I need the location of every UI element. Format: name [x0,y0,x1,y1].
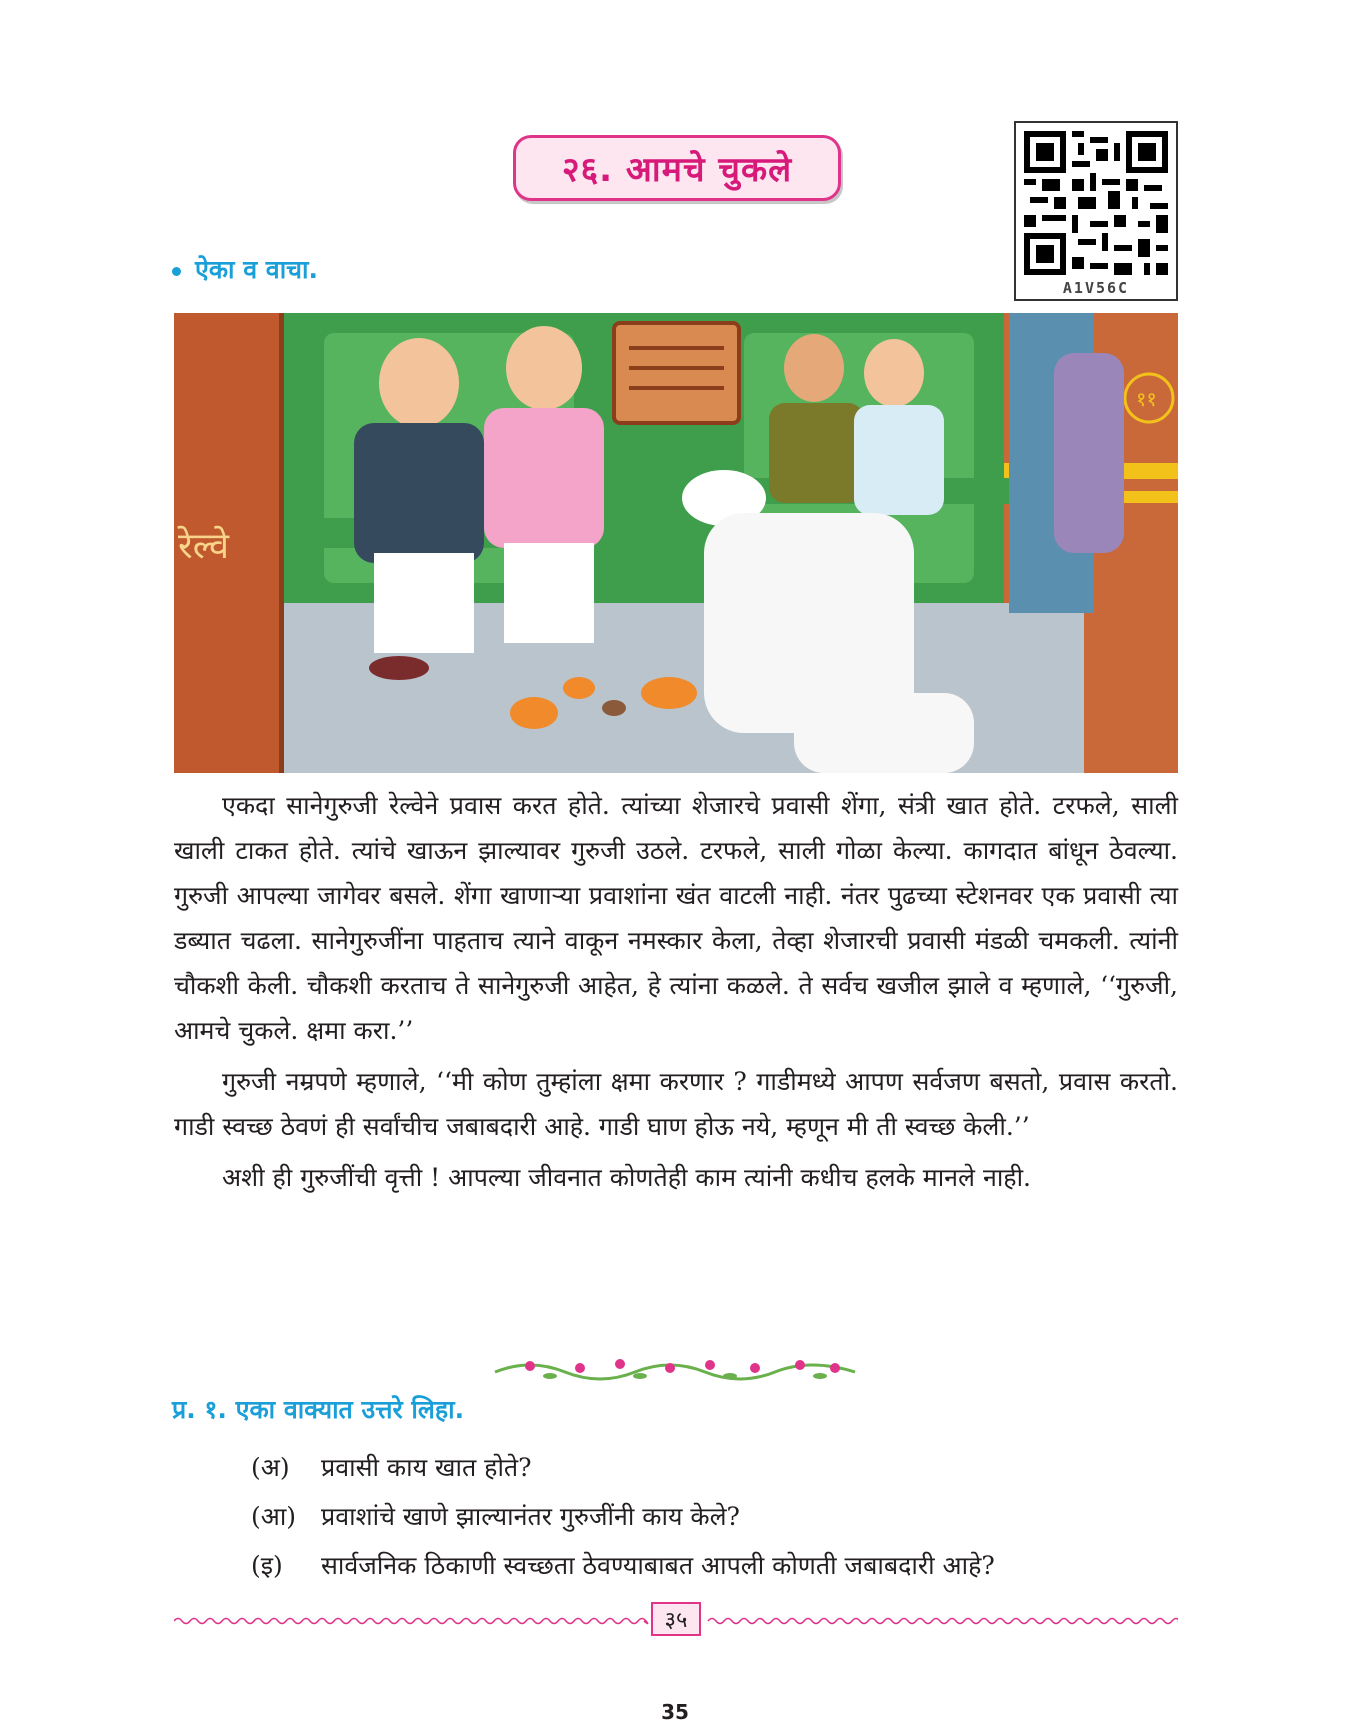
train-illustration [174,313,1178,773]
exercise-heading: प्र. १. एका वाक्यात उत्तरे लिहा. [172,1395,465,1424]
qr-code-text: A1V56C [1062,279,1130,297]
exercise-question [251,1450,532,1484]
instruction-text: ऐका व वाचा. [195,255,319,284]
question-label: (आ) [251,1502,297,1531]
question-label: (अ) [251,1453,290,1482]
story-paragraph: एकदा सानेगुरुजी रेल्वेने प्रवास करत होते. त्यांच्या शेजारचे प्रवासी शेंगा, संत्री खात होते. टरफले, साली खाली टाकत होते. त्यांचे खाऊन झाल्यावर गुरुजी उठले. टरफले, साली गोळा केल्या. कागदात बांधून ठेवल्या. गुरुजी आपल्या जागेवर बसले. शेंगा खाणाऱ्या प्रवाशांना खंत वाटली नाही. नंतर पुढच्या स्टेशनवर एक प्रवासी त्या डब्यात चढला. सानेगुरुजींना पाहताच त्याने वाकून नमस्कार केला, तेव्हा शेजारची प्रवासी मंडळी चमकली. त्यांनी चौकशी केली. चौकशी करताच ते सानेगुरुजी आहेत, हे त्यांना कळले. ते सर्वच खजील झाले व म्हणाले, ‘‘गुरुजी, आमचे चुकले. क्षमा करा.’’ [174,791,1178,1045]
exercise-question [251,1548,995,1582]
railway-sign: रेल्वे [178,526,229,567]
coach-number: ११ [1136,387,1157,411]
page-number: 35 [661,1700,689,1724]
story-paragraph: गुरुजी नम्रपणे म्हणाले, ‘‘मी कोण तुम्हांला क्षमा करणार ? गाडीमध्ये आपण सर्वजण बसतो, प्रवास करतो. गाडी स्वच्छ ठेवणं ही सर्वांचीच जबाबदारी आहे. गाडी घाण होऊ नये, म्हणून मी ती स्वच्छ केली.’’ [174,1067,1178,1141]
exercise-question [251,1499,740,1533]
question-text: प्रवाशांचे खाणे झाल्यानंतर गुरुजींनी काय केले? [321,1502,740,1531]
qr-code[interactable] [1014,121,1178,301]
question-label: (इ) [251,1551,283,1580]
listen-read-instruction [172,252,318,286]
question-text: प्रवासी काय खात होते? [321,1453,532,1482]
floral-divider-icon [490,1354,860,1384]
story-paragraph: अशी ही गुरुजींची वृत्ती ! आपल्या जीवनात कोणतेही काम त्यांनी कधीच हलके मानले नाही. [222,1163,1032,1192]
qr-code-icon [1024,131,1168,275]
book-page-badge: ३५ [651,1602,701,1636]
question-text: सार्वजनिक ठिकाणी स्वच्छता ठेवण्याबाबत आपली कोणती जबाबदारी आहे? [321,1551,995,1580]
lesson-title: २६. आमचे चुकले [513,135,841,201]
bullet-icon [172,267,181,276]
story-text [174,783,1178,1206]
